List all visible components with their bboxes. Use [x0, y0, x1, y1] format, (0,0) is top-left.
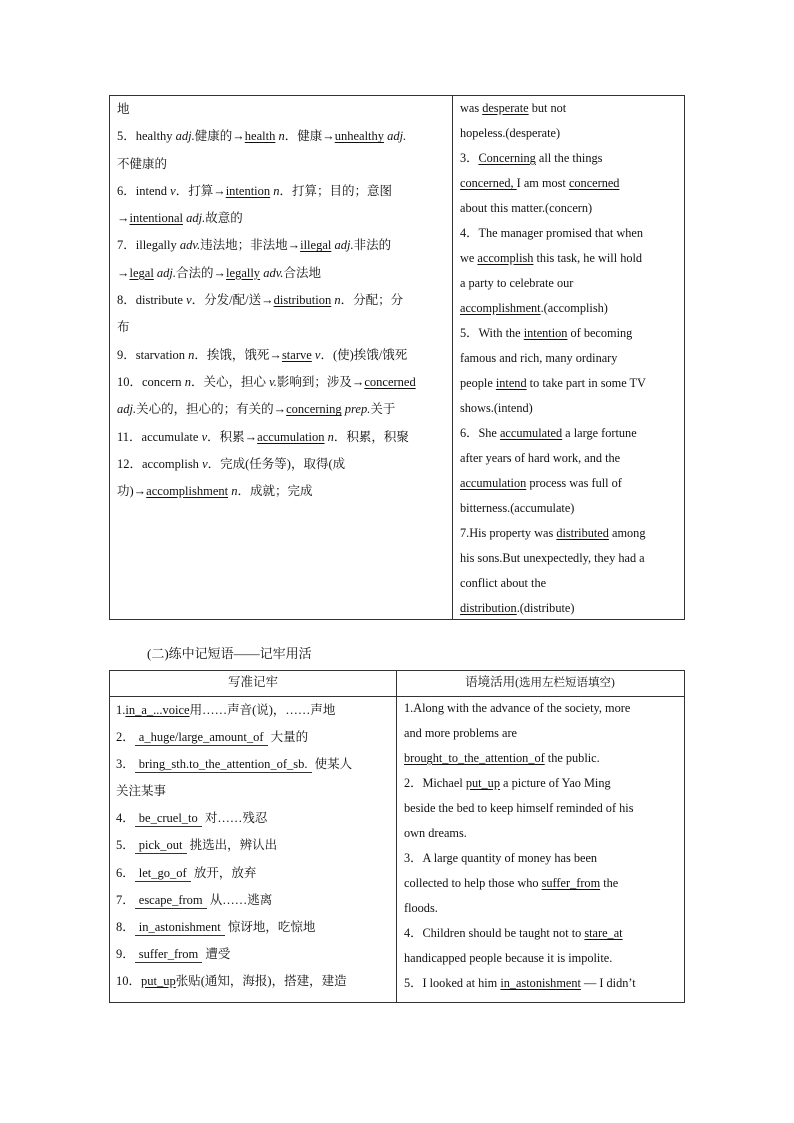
text-line — [460, 96, 682, 121]
answer-blank: health — [244, 129, 276, 144]
text-segment: this task, he will hold — [533, 251, 643, 265]
text-line — [117, 478, 454, 505]
text-line — [460, 371, 682, 396]
text-line — [460, 171, 682, 196]
text-segment: 4．The manager promised that when — [460, 226, 644, 240]
answer-blank: brought_to_the_attention_of — [404, 751, 545, 765]
phrases-table — [109, 670, 685, 1003]
text-segment: n — [188, 347, 195, 362]
text-segment: 5．With the — [460, 326, 524, 340]
text-line — [116, 968, 395, 995]
text-segment: v — [186, 293, 192, 308]
text-segment: ．成就；完成 — [237, 484, 313, 499]
text-segment: 5．healthy — [117, 129, 176, 144]
text-segment: 12．accomplish — [117, 456, 203, 471]
answer-blank: stare_at — [584, 926, 623, 940]
text-segment: 7．illegally — [117, 238, 180, 253]
text-segment: 关于 — [370, 402, 396, 417]
text-segment: ．分发/配/送→ — [191, 293, 274, 308]
text-line — [460, 146, 682, 171]
text-line — [117, 396, 454, 423]
text-segment: 9．starvation — [117, 347, 189, 362]
text-line — [117, 287, 454, 314]
text-segment: adv. — [179, 238, 201, 253]
answer-blank: in_astonishment — [135, 920, 225, 936]
text-segment: v. — [269, 374, 277, 389]
text-segment: 合法地 — [283, 265, 321, 280]
text-segment: 布 — [117, 320, 130, 335]
text-segment: was — [460, 101, 483, 115]
text-segment: 1. — [116, 703, 126, 717]
text-segment: 2．Michael — [404, 776, 466, 790]
text-segment: 7． — [116, 892, 135, 907]
text-segment: to take part in some TV — [526, 376, 646, 390]
text-line — [117, 314, 454, 341]
text-line — [116, 887, 395, 914]
text-line — [460, 196, 682, 221]
text-line — [116, 778, 395, 805]
text-line — [116, 941, 395, 968]
text-line — [117, 232, 454, 259]
text-line — [460, 221, 682, 246]
text-segment: 3． — [116, 757, 135, 772]
text-segment: 7.His property was — [460, 526, 557, 540]
text-segment: beside the bed to keep himself reminded of his — [404, 801, 634, 815]
text-line — [460, 421, 682, 446]
text-segment: I am most — [516, 176, 569, 190]
answer-blank: let_go_of — [135, 866, 191, 882]
text-segment: 1.Along with the advance of the society, more — [404, 701, 631, 715]
answer-blank: bring_sth.to_the_attention_of_sb. — [135, 757, 312, 773]
word-family-column — [117, 96, 454, 619]
text-segment: 8． — [116, 919, 135, 934]
answer-blank: distribution — [273, 293, 332, 308]
text-line — [117, 123, 454, 150]
answer-blank: accomplishment — [146, 484, 229, 499]
text-segment: 功)→ — [117, 484, 147, 499]
answer-blank: a_huge/large_amount_of — [135, 730, 268, 746]
answer-blank: accumulated — [499, 426, 563, 440]
text-segment: 6．She — [460, 426, 500, 440]
text-segment: ．(使)挨饿/饿死 — [320, 347, 408, 362]
text-segment: adv. — [263, 265, 284, 280]
text-segment: .(accomplish) — [540, 301, 608, 315]
text-segment: 对……残忍 — [201, 811, 268, 826]
answer-blank: illegal — [300, 238, 332, 253]
section-title: (二)练中记短语——记牢用活 — [147, 646, 312, 661]
text-line — [460, 471, 682, 496]
text-segment: about this matter.(concern) — [460, 201, 593, 215]
text-segment: 故意的 — [205, 211, 243, 226]
text-segment: v — [202, 456, 208, 471]
text-line — [404, 821, 684, 846]
text-segment: adj. — [117, 402, 137, 417]
text-segment: bitterness.(accumulate) — [460, 501, 575, 515]
text-line — [460, 346, 682, 371]
text-segment: shows.(intend) — [460, 401, 533, 415]
text-segment: 3． — [460, 151, 479, 165]
answer-blank: be_cruel_to — [135, 811, 202, 827]
text-line — [404, 746, 684, 771]
text-segment: floods. — [404, 901, 438, 915]
text-segment: v — [314, 347, 321, 362]
text-segment: adj. — [334, 238, 354, 253]
left-column-header: 写准记牢 — [227, 675, 278, 689]
text-segment: process was full of — [526, 476, 622, 490]
answer-blank: in_astonishment — [500, 976, 581, 990]
text-segment: prep. — [344, 402, 371, 417]
text-segment: .(distribute) — [516, 601, 575, 615]
answer-blank: starve — [281, 347, 312, 362]
text-segment: 11．accumulate — [117, 429, 202, 444]
text-line — [460, 496, 682, 521]
answer-blank: suffer_from — [541, 876, 601, 890]
answer-blank: accumulation — [460, 476, 527, 490]
answer-blank: put_up — [465, 776, 500, 790]
text-segment: 6． — [116, 865, 135, 880]
text-segment: 2． — [116, 730, 135, 745]
text-segment: n — [278, 129, 285, 144]
text-segment: his sons.But unexpectedly, they had a — [460, 551, 645, 565]
text-segment: 大量的 — [267, 730, 309, 745]
text-line — [116, 805, 395, 832]
answer-blank: accomplishment — [460, 301, 541, 315]
text-segment: 关心的，担心的；有关的→ — [136, 402, 287, 417]
text-segment: 4．Children should be taught not to — [404, 926, 585, 940]
text-segment: → — [117, 265, 130, 280]
answer-blank: distribution — [460, 601, 517, 615]
text-segment: 5．I looked at him — [404, 976, 501, 990]
text-line — [117, 178, 454, 205]
answer-blank: in_a_...voice — [125, 703, 190, 717]
text-segment: adj. — [175, 129, 195, 144]
context-sentences-column — [404, 696, 684, 1002]
text-segment: n — [334, 293, 341, 308]
text-segment: adj. — [156, 265, 177, 280]
text-segment: 放开，放弃 — [190, 865, 257, 880]
text-segment: 用……声音(说)，……声地 — [189, 703, 336, 717]
answer-blank: concerned — [568, 176, 620, 190]
answer-blank: concerned — [364, 374, 416, 389]
text-segment: 5． — [116, 838, 135, 853]
text-segment: ．完成(任务等)，取得(成 — [207, 456, 346, 471]
text-segment: 违法地；非法地→ — [200, 238, 301, 253]
text-line — [404, 696, 684, 721]
text-line — [117, 369, 454, 396]
text-line — [117, 96, 454, 123]
text-line — [117, 151, 454, 178]
text-segment: we — [460, 251, 478, 265]
text-segment: the public. — [544, 751, 600, 765]
text-segment: 挑选出，辨认出 — [186, 838, 278, 853]
answer-blank: concerning — [286, 402, 342, 417]
text-line — [460, 271, 682, 296]
text-line — [404, 971, 684, 996]
text-segment: 10． — [116, 973, 142, 988]
answer-blank: concerned, — [460, 176, 517, 190]
text-line — [404, 871, 684, 896]
text-segment: people — [460, 376, 496, 390]
text-line — [117, 260, 454, 287]
answer-blank: intention — [225, 183, 271, 198]
text-line — [460, 596, 682, 619]
text-segment: but not — [528, 101, 567, 115]
text-segment: conflict about the — [460, 576, 547, 590]
answer-blank: accumulation — [257, 429, 325, 444]
text-segment: among — [608, 526, 646, 540]
text-segment: n — [273, 183, 280, 198]
answer-blank: put_up — [141, 973, 176, 988]
answer-blank: suffer_from — [135, 947, 202, 963]
text-segment: 非法的 — [353, 238, 392, 253]
answer-blank: legal — [129, 265, 154, 280]
text-line — [116, 697, 395, 724]
text-segment: 10．concern — [117, 374, 185, 389]
text-line — [116, 914, 395, 941]
text-line — [404, 771, 684, 796]
answer-blank: intentional — [129, 211, 183, 226]
answer-blank: distributed — [556, 526, 609, 540]
text-segment: 不健康的 — [117, 156, 168, 171]
text-segment: ．打算→ — [175, 183, 226, 198]
text-line — [116, 860, 395, 887]
text-segment: and more problems are — [404, 726, 518, 740]
text-segment: 遭受 — [202, 946, 231, 961]
text-line — [404, 721, 684, 746]
text-line — [460, 396, 682, 421]
text-segment: ．健康→ — [284, 129, 335, 144]
answer-blank: desperate — [482, 101, 529, 115]
text-segment: after years of hard work, and the — [460, 451, 621, 465]
right-header-note: (选用左栏短语填空) — [515, 677, 615, 689]
text-line — [117, 424, 454, 451]
text-segment: all the things — [535, 151, 603, 165]
text-line — [117, 205, 454, 232]
text-line — [460, 246, 682, 271]
text-segment: n — [184, 374, 191, 389]
answer-blank: intention — [523, 326, 568, 340]
answer-blank: Concerning — [478, 151, 536, 165]
text-line — [404, 921, 684, 946]
right-header-title: 语境活用 — [465, 675, 516, 689]
text-segment: 6．intend — [117, 183, 171, 198]
text-line — [116, 724, 395, 751]
text-segment: n — [327, 429, 334, 444]
text-segment: adj. — [387, 129, 407, 144]
text-segment: 4． — [116, 811, 135, 826]
text-segment: 地 — [117, 102, 130, 116]
text-segment: ．打算；目的；意图 — [279, 183, 393, 198]
answer-blank: intend — [495, 376, 527, 390]
right-column-header — [396, 671, 684, 693]
text-line — [404, 896, 684, 921]
text-segment: ．分配；分 — [340, 293, 404, 308]
text-segment: a large fortune — [562, 426, 637, 440]
text-line — [460, 521, 682, 546]
text-segment: 合法的→ — [176, 265, 227, 280]
phrases-column — [116, 697, 395, 1002]
text-segment: the — [600, 876, 619, 890]
text-segment: a party to celebrate our — [460, 276, 574, 290]
text-segment: of becoming — [567, 326, 633, 340]
text-line — [117, 342, 454, 369]
answer-blank: unhealthy — [334, 129, 385, 144]
text-segment: 使某人 — [311, 757, 353, 772]
text-segment: 健康的→ — [194, 129, 245, 144]
text-segment: v — [170, 183, 176, 198]
text-segment: n — [231, 484, 238, 499]
text-segment: handicapped people because it is impolite. — [404, 951, 613, 965]
text-line — [404, 846, 684, 871]
text-segment: — I didn’t — [580, 976, 636, 990]
vocabulary-table — [109, 95, 685, 620]
text-line — [404, 796, 684, 821]
text-segment: collected to help those who — [404, 876, 542, 890]
text-line — [404, 946, 684, 971]
column-divider — [452, 96, 453, 619]
answer-blank: legally — [226, 265, 261, 280]
text-line — [460, 296, 682, 321]
text-segment: own dreams. — [404, 826, 467, 840]
text-line — [116, 751, 395, 778]
text-segment: ．关心，担心 — [190, 374, 270, 389]
text-segment: 惊讶地，吃惊地 — [224, 919, 316, 934]
text-segment: adj. — [186, 211, 206, 226]
text-line — [460, 546, 682, 571]
text-segment: 3．A large quantity of money has been — [404, 851, 598, 865]
text-segment: 8．distribute — [117, 293, 187, 308]
answer-blank: accomplish — [477, 251, 534, 265]
text-line — [460, 321, 682, 346]
text-line — [117, 451, 454, 478]
text-segment: v — [201, 429, 208, 444]
text-segment: ．积累→ — [207, 429, 258, 444]
text-segment: 从……逃离 — [206, 892, 273, 907]
text-segment: famous and rich, many ordinary — [460, 351, 618, 365]
text-segment: 影响到；涉及→ — [276, 374, 365, 389]
text-segment: → — [117, 211, 130, 226]
text-segment: ．挨饿，饿死→ — [194, 347, 282, 362]
text-line — [460, 571, 682, 596]
text-segment: hopeless.(desperate) — [460, 126, 561, 140]
text-segment: 关注某事 — [116, 784, 167, 799]
text-segment: a picture of Yao Ming — [499, 776, 611, 790]
text-segment: 9． — [116, 946, 135, 961]
text-line — [460, 121, 682, 146]
answer-blank: pick_out — [135, 838, 187, 854]
text-segment: 张贴(通知，海报)，搭建，建造 — [175, 973, 347, 988]
text-line — [460, 446, 682, 471]
usage-sentences-column — [460, 96, 682, 619]
answer-blank: escape_from — [135, 893, 207, 909]
column-divider — [396, 671, 397, 1002]
text-segment: ．积累，积聚 — [333, 429, 409, 444]
text-line — [116, 832, 395, 859]
